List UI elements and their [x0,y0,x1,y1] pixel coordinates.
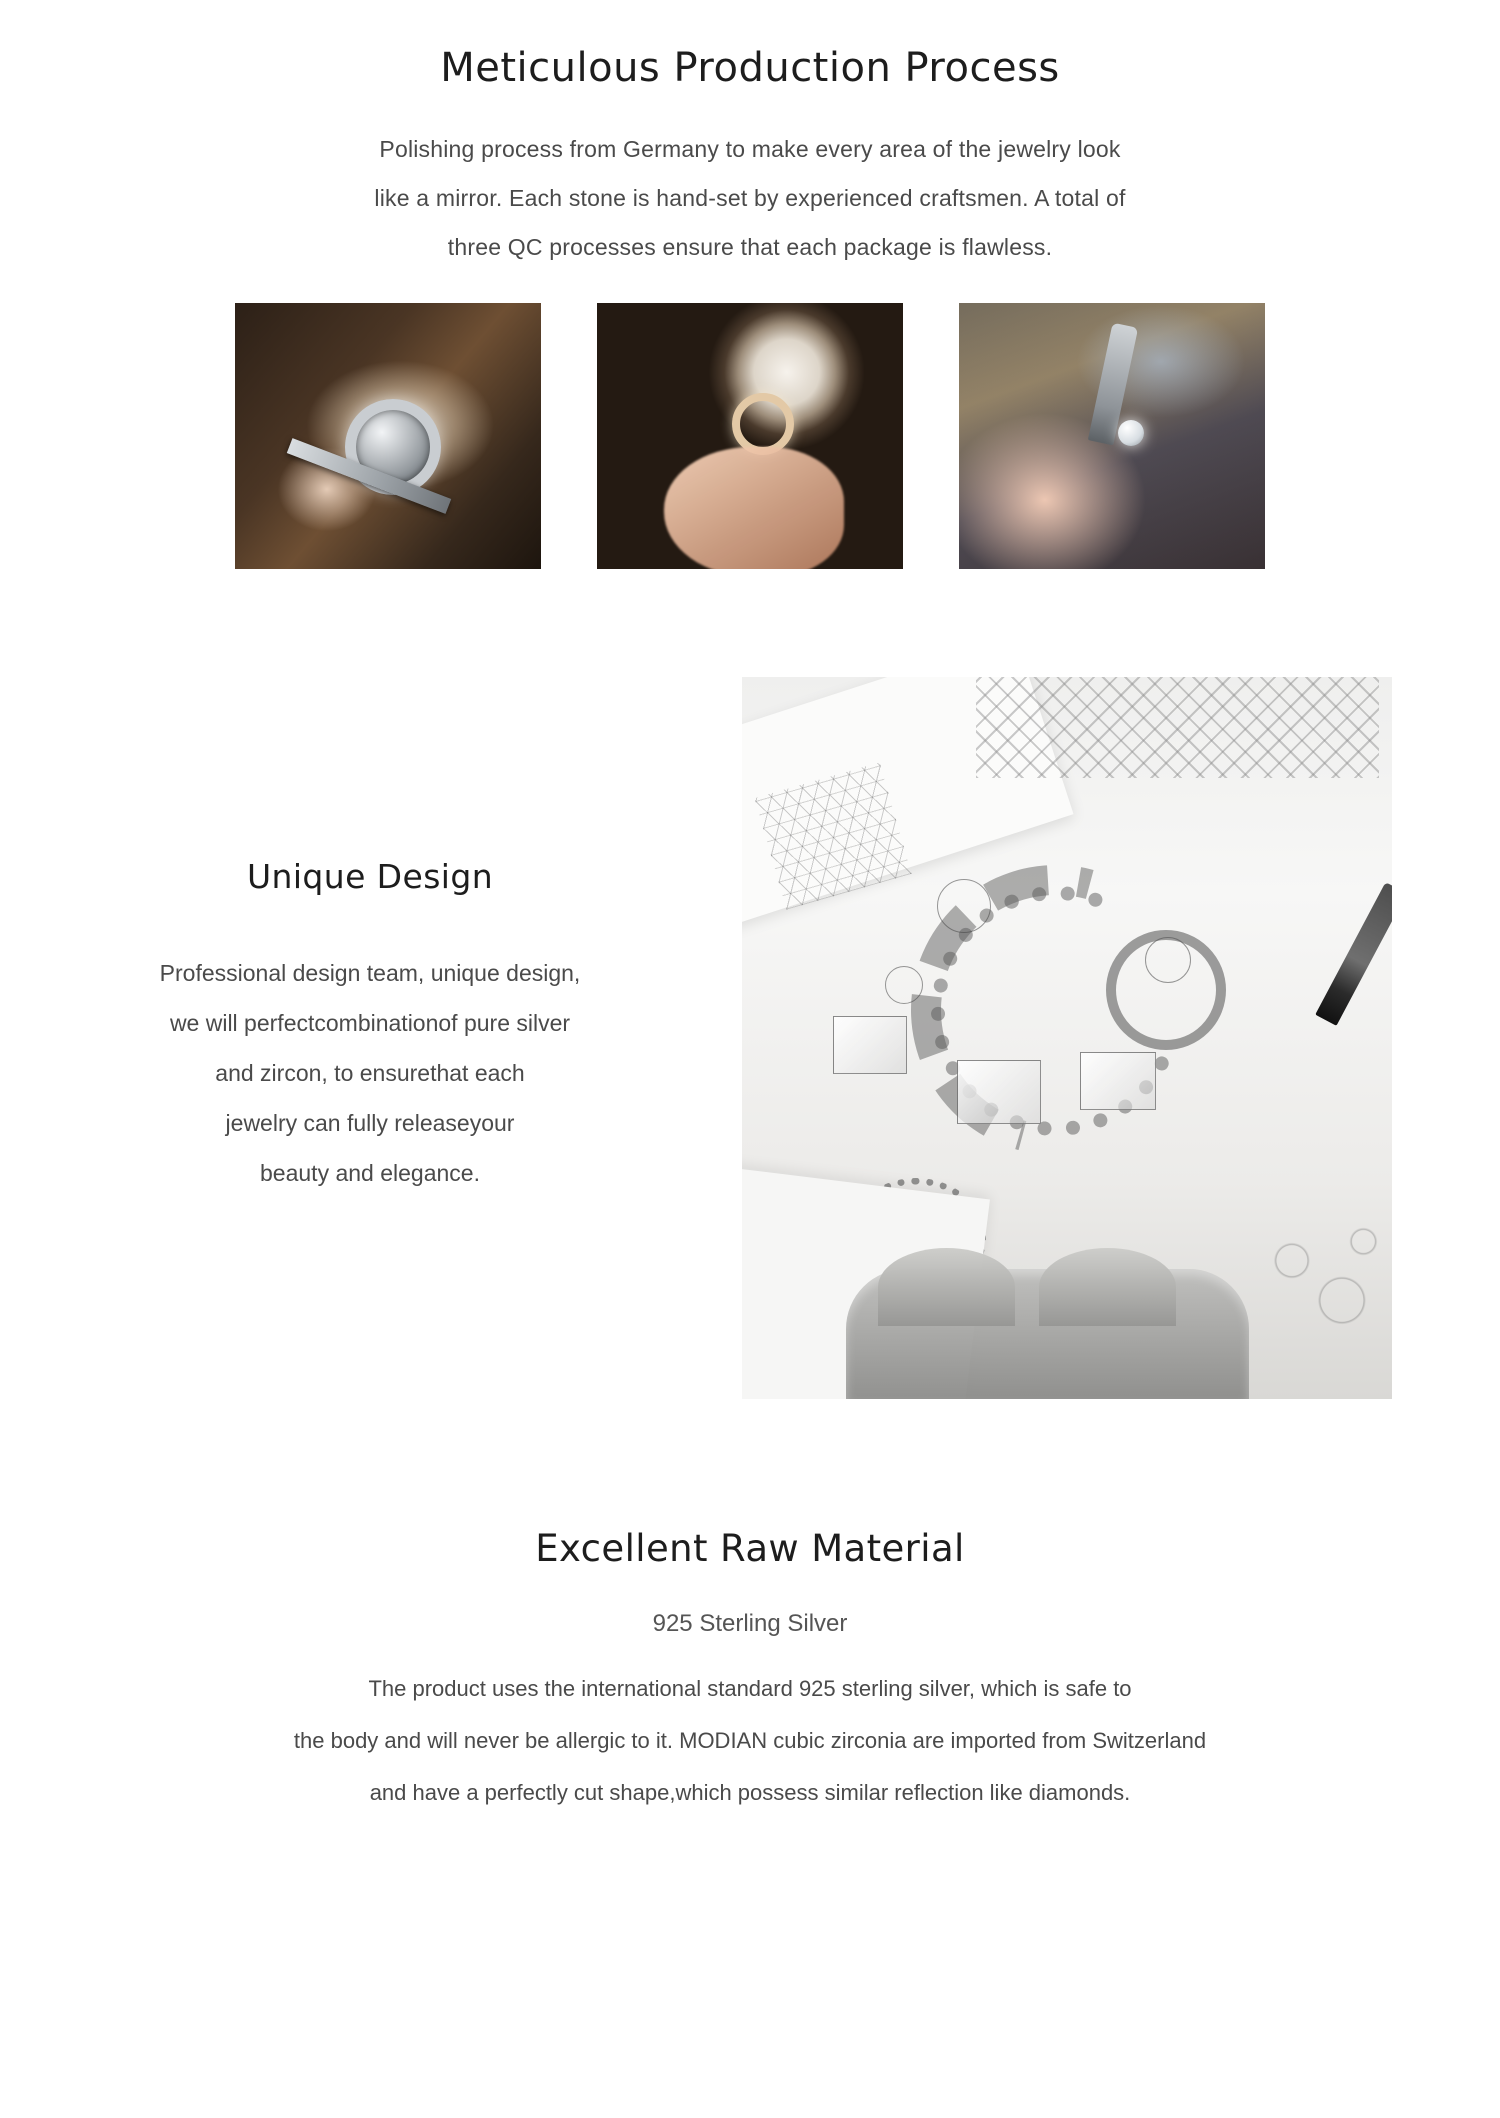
unique-design-section [0,677,1500,1399]
sketch-pearl-1 [885,966,923,1004]
pencil-icon [1315,882,1392,1026]
page-title: Meticulous Production Process [440,45,1060,91]
sketch-floral-drawing [1249,1197,1392,1356]
design-paragraph-line-5: beauty and elegance. [260,1160,480,1186]
raw-material-section [0,1527,1500,1894]
production-paragraph-line-3: three QC processes ensure that each package is flawless. [447,234,1053,260]
sketch-lace-pattern [976,677,1379,778]
material-paragraph-line-3: and have a perfectly cut shape,which possess similar reflection like diamonds. [369,1780,1131,1805]
production-paragraph [235,138,1265,259]
material-paragraph-line-1: The product uses the international standard 925 sterling silver, which is safe to [368,1676,1132,1701]
designer-hands [846,1269,1249,1399]
sketch-gem-3 [1080,1052,1156,1110]
material-subtitle: 925 Sterling Silver [652,1610,848,1637]
ring-polishing-wheel-photo [597,303,903,569]
sketch-gem-1 [833,1016,907,1074]
design-paragraph-line-4: jewelry can fully releaseyour [225,1110,515,1136]
jewelry-design-sketch-photo [742,677,1392,1399]
sketch-illustration [742,677,1392,1399]
design-title: Unique Design [246,857,494,896]
design-paragraph-line-3: and zircon, to ensurethat each [215,1060,525,1086]
design-paragraph-line-2: we will perfectcombinationof pure silver [169,1010,571,1036]
production-paragraph-line-1: Polishing process from Germany to make every area of the jewelry look [379,136,1121,162]
sketch-pearl-2 [937,879,991,933]
material-title: Excellent Raw Material [535,1527,965,1570]
production-photo-row [235,303,1265,569]
material-paragraph-line-2: the body and will never be allergic to it. MODIAN cubic zirconia are imported from Switzerland [293,1728,1207,1753]
sketch-ring-drawing [1106,930,1226,1050]
production-paragraph-line-2: like a mirror. Each stone is hand-set by experienced craftsmen. A total of [374,185,1126,211]
sketch-gem-2 [957,1060,1041,1124]
craftsman-filing-ring-photo [235,303,541,569]
design-text-column [0,677,740,1212]
design-paragraph-line-1: Professional design team, unique design, [159,960,581,986]
stone-setting-photo [959,303,1265,569]
production-process-section [0,0,1500,569]
